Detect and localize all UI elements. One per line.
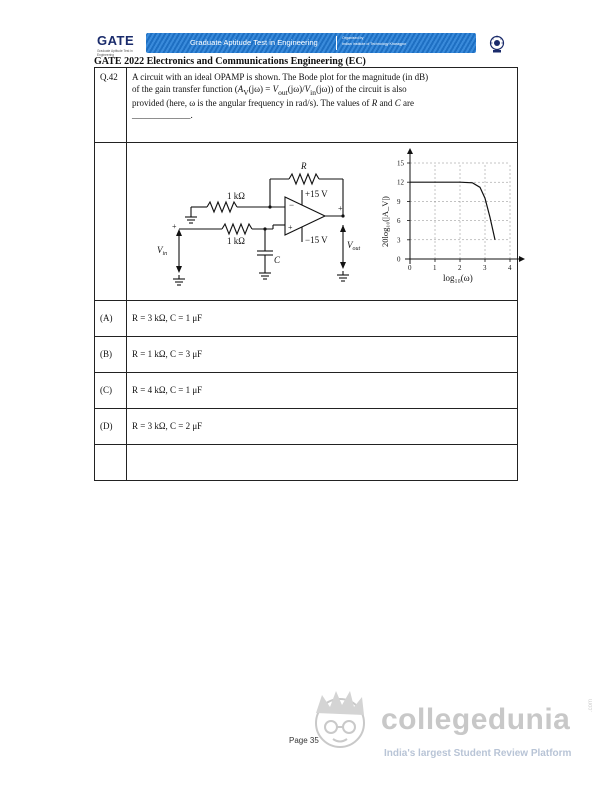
option-row-b	[95, 337, 518, 373]
question-table	[94, 67, 518, 481]
y-axis-arrow-icon	[407, 148, 413, 154]
option-row-d	[95, 409, 518, 445]
option-b-label: (B)	[100, 349, 112, 359]
option-a-text: R = 3 kΩ, C = 1 μF	[132, 313, 203, 323]
watermark-tagline: India's largest Student Review Platform	[384, 748, 572, 759]
x-tick-label-3: 3	[483, 264, 487, 272]
logo-word: GATE	[97, 33, 135, 48]
question-text: A circuit with an ideal OPAMP is shown. The Bode plot for the magnitude (in dB) of the gain transfer function $(A_V(j\omega) = V_{out}(j\omega)/V_{in}(j\omega))$ of the circuit is also provided (here, ω is the angular frequency in rad/s). The values of R and C are _____________.	[132, 72, 429, 121]
feedback-resistor-label: R	[301, 161, 307, 171]
banner-title: Graduate Aptitude Test in Engineering	[190, 38, 318, 47]
noninverting-input-sign: +	[288, 223, 293, 232]
option-c-text: R = 4 kΩ, C = 1 μF	[132, 385, 203, 395]
x-tick-label-0: 0	[408, 264, 412, 272]
bode-plot	[365, 145, 525, 295]
inverting-input-sign: −	[289, 200, 295, 210]
banner-separator	[336, 36, 337, 50]
y-tick-label-1: 3	[397, 236, 401, 245]
resistor2-label: 1 kΩ	[227, 236, 245, 246]
positive-supply-label: +15 V	[305, 189, 328, 199]
header-banner	[146, 33, 476, 53]
watermark-brand: collegedunia	[381, 703, 571, 736]
x-axis-label: log₁₀(ω)	[443, 273, 473, 283]
question-row	[95, 68, 518, 143]
capacitor-label: C	[274, 255, 281, 265]
y-tick-label-3: 9	[397, 197, 401, 206]
x-tick-label-4: 4	[508, 264, 512, 272]
empty-row	[95, 445, 518, 481]
figure-row	[95, 143, 518, 301]
option-b-text: R = 1 kΩ, C = 3 μF	[132, 349, 203, 359]
output-voltage-label: $V_{out}$	[347, 240, 361, 252]
y-axis-label: 20log₁₀(|A_V|)	[380, 196, 390, 247]
series-line-0	[410, 182, 495, 240]
question-number: Q.42	[100, 72, 118, 82]
gate-logo	[97, 33, 145, 55]
option-d-text: R = 3 kΩ, C = 2 μF	[132, 421, 203, 431]
option-row-c	[95, 373, 518, 409]
watermark-domain: .com	[588, 698, 594, 712]
option-row-a	[95, 301, 518, 337]
y-tick-label-4: 12	[397, 178, 404, 187]
paper-title: GATE 2022 Electronics and Communications Engineering (EC)	[94, 56, 366, 67]
page-number: Page 35	[289, 736, 319, 745]
organizer-line1: Organised by	[342, 36, 364, 40]
x-tick-label-1: 1	[433, 264, 437, 272]
y-tick-label-5: 15	[397, 159, 404, 168]
organizer-line2: Indian Institute of Technology Kharagpur	[342, 42, 407, 46]
x-tick-label-2: 2	[458, 264, 462, 272]
output-plus-sign: +	[338, 204, 343, 213]
opamp-circuit	[147, 145, 367, 295]
resistor1-label: 1 kΩ	[227, 191, 245, 201]
logo-subtext: Graduate Aptitude Test in Engineering	[97, 49, 133, 57]
y-tick-label-0: 0	[397, 255, 401, 264]
option-c-label: (C)	[100, 385, 112, 395]
iit-emblem-icon	[487, 34, 507, 54]
option-d-label: (D)	[100, 421, 113, 431]
option-a-label: (A)	[100, 313, 113, 323]
y-tick-label-2: 6	[397, 217, 401, 226]
input-plus-sign: +	[172, 222, 177, 231]
x-axis-arrow-icon	[519, 256, 525, 262]
answer-blank: _____________.	[132, 110, 193, 121]
input-voltage-label: $V_{in}$	[157, 245, 168, 257]
negative-supply-label: −15 V	[305, 235, 328, 245]
mascot-watermark-icon	[300, 683, 380, 763]
